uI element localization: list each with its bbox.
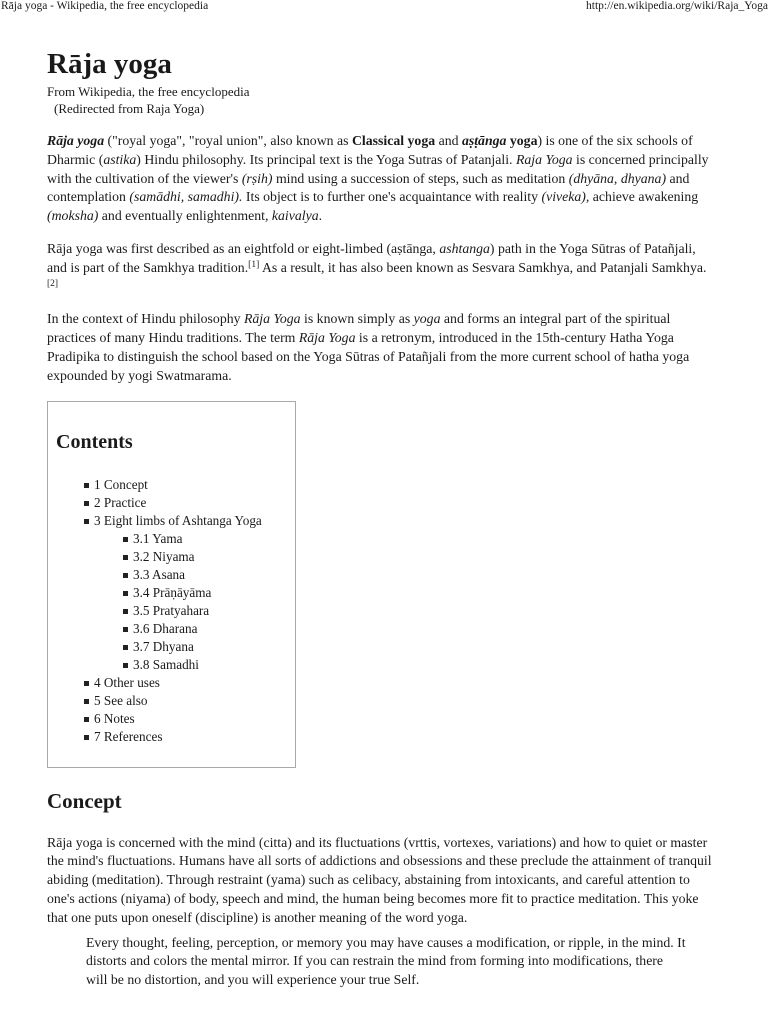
toc-item-eight-limbs[interactable] xyxy=(56,512,287,530)
toc-item-label: 2 Practice xyxy=(94,494,147,510)
toc-item-label: 3.5 Pratyahara xyxy=(133,602,210,618)
bullet-icon xyxy=(123,537,128,542)
text-run: achieve awakening xyxy=(589,189,699,205)
toc-item-label: 3.6 Dharana xyxy=(133,620,198,636)
text-run: ) Hindu philosophy. Its principal text is the Yoga Sutras of Patanjali. xyxy=(136,151,516,167)
bullet-icon xyxy=(84,699,89,704)
toc-item-label: 1 Concept xyxy=(94,476,148,492)
italic-term: Rāja Yoga xyxy=(243,311,301,327)
italic-term: yoga xyxy=(413,311,441,327)
text-run: is a retronym, introduced in the 15th-century Hatha Yoga Pradipika to distinguish the school based on the Yoga Sūtras of Patañjali from the more current school of hatha yoga expounded by yogi Swatmarama. xyxy=(47,330,690,383)
intro-paragraph-2 xyxy=(47,240,713,296)
bullet-icon xyxy=(84,501,89,506)
bullet-icon xyxy=(123,645,128,650)
toc-item-yama[interactable] xyxy=(56,530,287,548)
text-run: . xyxy=(318,208,323,224)
site-subtitle: From Wikipedia, the free encyclopedia xyxy=(47,84,250,99)
toc-title: Contents xyxy=(56,430,133,453)
toc-item-asana[interactable] xyxy=(56,566,287,584)
citation-ref-1[interactable]: [1] xyxy=(248,259,260,270)
toc-list xyxy=(56,476,287,746)
toc-item-niyama[interactable] xyxy=(56,548,287,566)
italic-term: kaivalya xyxy=(271,208,319,224)
print-header xyxy=(0,0,768,14)
section-heading-concept: Concept xyxy=(47,788,122,813)
text-run: ("royal yoga", "royal union", also known as xyxy=(104,133,352,148)
bullet-icon xyxy=(123,591,128,596)
bold-term: yoga xyxy=(506,133,538,148)
toc-item-concept[interactable] xyxy=(56,476,287,494)
toc-item-label: 3.8 Samadhi xyxy=(133,656,199,672)
toc-item-label: 3.2 Niyama xyxy=(133,548,195,564)
italic-term: Raja Yoga xyxy=(515,151,573,167)
italic-term: (viveka), xyxy=(541,189,590,205)
bullet-icon xyxy=(123,663,128,668)
toc-item-label: 3.4 Prāṇāyāma xyxy=(133,584,212,600)
italic-term: (rṣih) xyxy=(241,170,273,186)
toc-item-dhyana[interactable] xyxy=(56,638,287,656)
text-run: mind using a succession of steps, such as meditation xyxy=(272,170,569,186)
toc-item-practice[interactable] xyxy=(56,494,287,512)
text-run: In the context of Hindu philosophy xyxy=(47,311,244,327)
bullet-icon xyxy=(123,627,128,632)
italic-term: (moksha) xyxy=(47,208,99,224)
bullet-icon xyxy=(84,681,89,686)
text-run: is concerned principally with the cultivation of the viewer's xyxy=(47,151,709,186)
toc-item-label: 3 Eight limbs of Ashtanga Yoga xyxy=(94,512,262,528)
toc-item-label: 3.1 Yama xyxy=(133,530,183,546)
text-run: and xyxy=(435,133,462,148)
redirect-notice: (Redirected from Raja Yoga) xyxy=(54,101,205,116)
article-content xyxy=(47,46,713,990)
italic-term: astika xyxy=(103,151,137,167)
toc-item-pranayama[interactable] xyxy=(56,584,287,602)
bold-italic-term: aṣṭānga xyxy=(461,133,507,148)
toc-item-label: 3.7 Dhyana xyxy=(133,638,194,654)
bold-term: Classical yoga xyxy=(351,133,436,148)
bold-italic-term: Rāja yoga xyxy=(47,133,105,148)
bullet-icon xyxy=(123,609,128,614)
italic-term: (samādhi, samadhi). xyxy=(129,189,243,205)
concept-paragraph: Rāja yoga is concerned with the mind (citta) and its fluctuations (vrttis, vortexes, variations) and how to quiet or master the mind's fluctuations. Humans have all sorts of addictions and obsessions and these preclude the attainment of tranquil abiding (meditation). Through restraint (yama) such as celibacy, abstaining from intoxicants, and careful attention to one's actions (niyama) of body, speech and mind, the human being becomes more fit to practice meditation. This yoke that one puts upon oneself (discipline) is another meaning of the word yoga. xyxy=(47,834,712,925)
page-title: Rāja yoga xyxy=(47,48,172,80)
toc-item-label: 4 Other uses xyxy=(94,674,160,690)
link-classical-yoga[interactable] xyxy=(352,133,435,148)
bullet-icon xyxy=(84,519,89,524)
toc-item-label: 6 Notes xyxy=(94,710,135,726)
toc-item-pratyahara[interactable] xyxy=(56,602,287,620)
toc-item-samadhi[interactable] xyxy=(56,656,287,674)
bullet-icon xyxy=(123,573,128,578)
italic-term: (dhyāna, dhyana) xyxy=(568,170,667,186)
toc-item-dharana[interactable] xyxy=(56,620,287,638)
citation-ref-2[interactable]: [2] xyxy=(47,278,59,289)
text-run: and eventually enlightenment, xyxy=(98,208,272,224)
print-header-title: Rāja yoga - Wikipedia, the free encyclopedia xyxy=(1,0,209,12)
text-run: Rāja yoga was first described as an eightfold or eight-limbed (aṣtānga, xyxy=(47,240,440,256)
bullet-icon xyxy=(123,555,128,560)
bullet-icon xyxy=(84,735,89,740)
text-run: Its object is to further one's acquaintance with reality xyxy=(242,189,542,205)
text-run: is known simply as xyxy=(300,311,414,327)
toc-item-label: 7 References xyxy=(94,728,163,744)
text-run: ) path in the Yoga Sūtras of Patañjali, and is part of the Samkhya tradition. xyxy=(47,240,696,275)
intro-paragraph-1 xyxy=(47,132,713,226)
concept-quote: Every thought, feeling, perception, or memory you may have causes a modification, or ripple, in the mind. It distorts and colors the mental mirror. If you can restrain the mind from forming into modifications, there will be no distortion, and you will experience your true Self. xyxy=(86,934,686,988)
bullet-icon xyxy=(84,717,89,722)
italic-term: ashtanga xyxy=(439,240,490,256)
toc-item-label: 3.3 Asana xyxy=(133,566,186,582)
bullet-icon xyxy=(84,483,89,488)
text-run: As a result, it has also been known as Sesvara Samkhya, and Patanjali Samkhya. xyxy=(259,259,707,275)
text-run: and contemplation xyxy=(47,170,690,205)
toc-item-label: 5 See also xyxy=(94,692,148,708)
text-run: and forms an integral part of the spiritual practices of many Hindu traditions. The term xyxy=(47,311,671,346)
toc-item-references[interactable] xyxy=(56,728,287,746)
text-run: ) is one of the six schools of Dharmic ( xyxy=(47,133,693,167)
toc-item-other-uses[interactable] xyxy=(56,674,287,692)
print-header-url: http://en.wikipedia.org/wiki/Raja_Yoga xyxy=(586,0,768,12)
intro-paragraph-3 xyxy=(47,310,713,385)
toc-item-see-also[interactable] xyxy=(56,692,287,710)
italic-term: Rāja Yoga xyxy=(298,330,356,346)
table-of-contents xyxy=(47,401,296,768)
toc-item-notes[interactable] xyxy=(56,710,287,728)
